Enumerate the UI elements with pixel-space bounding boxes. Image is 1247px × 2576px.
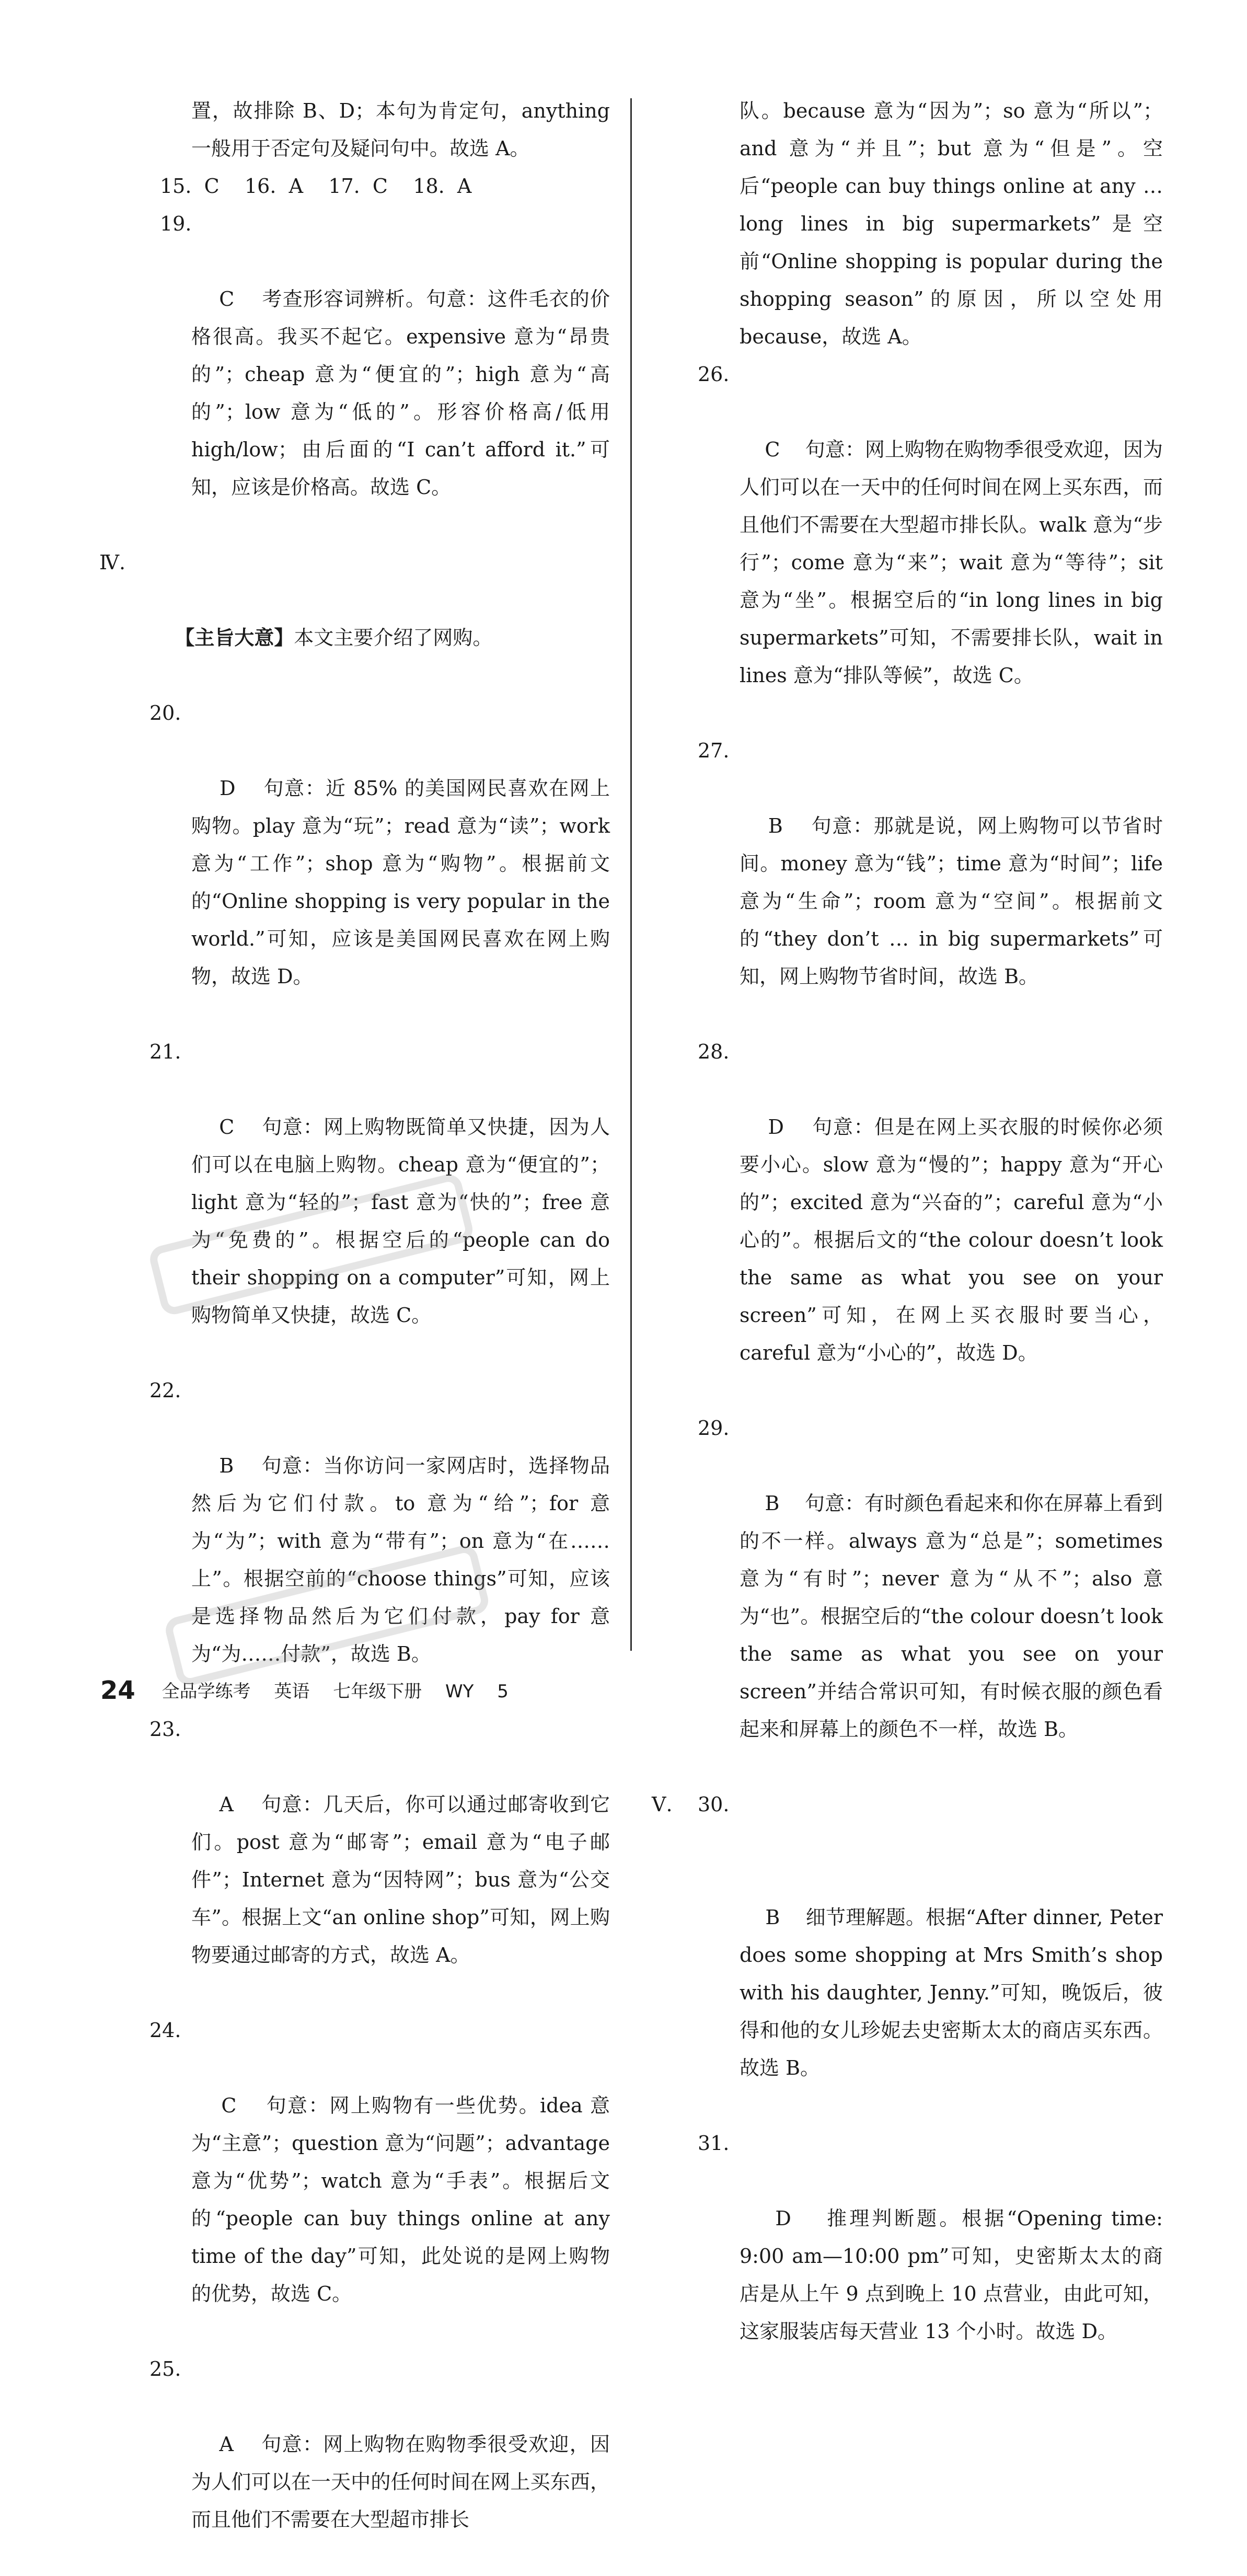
question-number: 30. (698, 1793, 730, 1816)
explanation: B 句意：那就是说，网上购物可以节省时间。money 意为“钱”；time 意为“时间”；life 意为“生命”；room 意为“空间”。根据前文的“they don’t … in big supermarkets”可知，网上购物节省时间，故选 B。 (740, 814, 1170, 988)
subject-label: 英语 (274, 1681, 310, 1702)
edition-label: WY (445, 1681, 474, 1702)
explanation: A 句意：网上购物在购物季很受欢迎，因为人们可以在一天中的任何时间在网上买东西，而且他们不需要在大型超市排长 (191, 2433, 610, 2531)
explanation: D 推理判断题。根据“Opening time: 9:00 am—10:00 pm”可知，史密斯太太的商店是从上午 9 点到晚上 10 点营业，由此可知，这家服装店每天营业 13 个小时。故选 D。 (740, 2207, 1170, 2343)
explanation: C 句意：网上购物有一些优势。idea 意为“主意”；question 意为“问题”；advantage 意为“优势”；watch 意为“手表”。根据后文的“people can buy things online at any time of the day”可知，此处说的是网上购物的优势，故选 C。 (191, 2094, 617, 2305)
question-number: 27. (698, 739, 730, 762)
question-number: 25. (149, 2358, 181, 2380)
question-27 (698, 732, 1170, 1033)
question-20 (126, 694, 617, 1033)
question-25 (126, 2350, 610, 2576)
question-26 (698, 355, 1170, 732)
continued-text: 置，故排除 B、D；本句为肯定句，anything 一般用于否定句及疑问句中。故选 A。 (191, 99, 617, 160)
section-4-summary (99, 544, 610, 694)
question-24 (126, 2011, 617, 2350)
grade-label: 七年级下册 (333, 1681, 422, 1702)
question-number: 20. (149, 702, 181, 724)
book-title: 全品学练考 (161, 1681, 251, 1702)
explanation: C 句意：网上购物既简单又快捷，因为人们可以在电脑上购物。cheap 意为“便宜的”；light 意为“轻的”；fast 意为“快的”；free 意为“免费的”。根据空后的“people can do their shopping on a computer”可知，网上购物简单又快捷，故选 C。 (191, 1116, 617, 1327)
question-29 (698, 1409, 1170, 1786)
volume-label: 5 (497, 1681, 509, 1702)
explanation: B 句意：有时颜色看起来和你在屏幕上看到的不一样。always 意为“总是”；sometimes 意为“有时”；never 意为“从不”；also 意为“也”。根据空后的“the colour doesn’t look the same as what you see on your screen”并结合常识可知，有时候衣服的颜色看起来和屏幕上的颜色不一样，故选 B。 (740, 1492, 1170, 1741)
explanation: D 句意：但是在网上买衣服的时候你必须要小心。slow 意为“慢的”；happy 意为“开心的”；excited 意为“兴奋的”；careful 意为“小心的”。根据后文的“the colour doesn’t look the same as what you see on your screen”可知，在网上买衣服时要当心，careful 意为“小心的”，故选 D。 (740, 1116, 1170, 1364)
question-31 (698, 2124, 1170, 2388)
explanation: D 句意：近 85% 的美国网民喜欢在网上购物。play 意为“玩”；read 意为“读”；work 意为“工作”；shop 意为“购物”。根据前文的“Online shopping is very popular in the world.”可知，应该是美国网民喜欢在网上购物，故选 D。 (191, 777, 617, 988)
question-28 (698, 1033, 1170, 1409)
answers-15-18: 15. C 16. A 17. C 18. A (160, 175, 472, 198)
explanation: C 考查形容词辨析。句意：这件毛衣的价格很高。我买不起它。expensive 意为“昂贵的”；cheap 意为“便宜的”；high 意为“高的”；low 意为“低的”。形容价格高/低用 high/low；由后面的“I can’t afford it.”可知，应该是价格高。故选 C。 (191, 288, 617, 499)
explanation: A 句意：几天后，你可以通过邮寄收到它们。post 意为“邮寄”；email 意为“电子邮件”；Internet 意为“因特网”；bus 意为“公交车”。根据上文“an online shop”可知，网上购物要通过邮寄的方式，故选 A。 (191, 1793, 610, 1966)
column-divider (630, 98, 632, 1651)
question-number: 28. (698, 1040, 730, 1063)
question-number: 22. (149, 1379, 181, 1402)
right-column (652, 92, 1170, 2388)
explanation: B 句意：当你访问一家网店时，选择物品然后为它们付款。to 意为“给”；for 意为“为”；with 意为“带有”；on 意为“在……上”。根据空前的“choose things”可知，应该是选择物品然后为它们付款，pay for 意为“为……付款”，故选 B。 (191, 1454, 610, 1665)
question-23 (126, 1710, 610, 2011)
explanation: B 细节理解题。根据“After dinner, Peter does some shopping at Mrs Smith’s shop with his daughter, Jenny.”可知，晚饭后，彼得和他的女儿珍妮去史密斯太太的商店买东西。故选 B。 (740, 1906, 1170, 2079)
section-number: Ⅴ. (652, 1793, 673, 1816)
question-number: 29. (698, 1417, 730, 1440)
continued-text: 队。because 意为“因为”；so 意为“所以”；and 意为“并且”；but 意为“但是”。空后“people can buy things online at any … long lines in big supermarkets”是空前“Online shopping is popular during the shopping season”的原因，所以空处用 because，故选 A。 (740, 99, 1170, 348)
question-number: 23. (149, 1718, 181, 1741)
section-number: Ⅳ. (99, 551, 126, 574)
explanation: C 句意：网上购物在购物季很受欢迎，因为人们可以在一天中的任何时间在网上买东西，而且他们不需要在大型超市排长队。walk 意为“步行”；come 意为“来”；wait 意为“等待”；sit 意为“坐”。根据空后的“in long lines in big supermarkets”可知，不需要排长队，wait in lines 意为“排队等候”，故选 C。 (740, 438, 1170, 687)
section-summary: 本文主要介绍了网购。 (294, 626, 493, 649)
page-number: 24 (100, 1676, 135, 1705)
section-label: 【主旨大意】 (175, 626, 294, 649)
question-number: 21. (149, 1040, 181, 1063)
question-number: 26. (698, 363, 730, 386)
section-5-question-30 (652, 1786, 1170, 2124)
question-19 (126, 205, 617, 544)
question-number: 31. (698, 2132, 730, 2155)
question-number: 19. (160, 212, 192, 235)
question-number: 24. (149, 2019, 181, 2042)
